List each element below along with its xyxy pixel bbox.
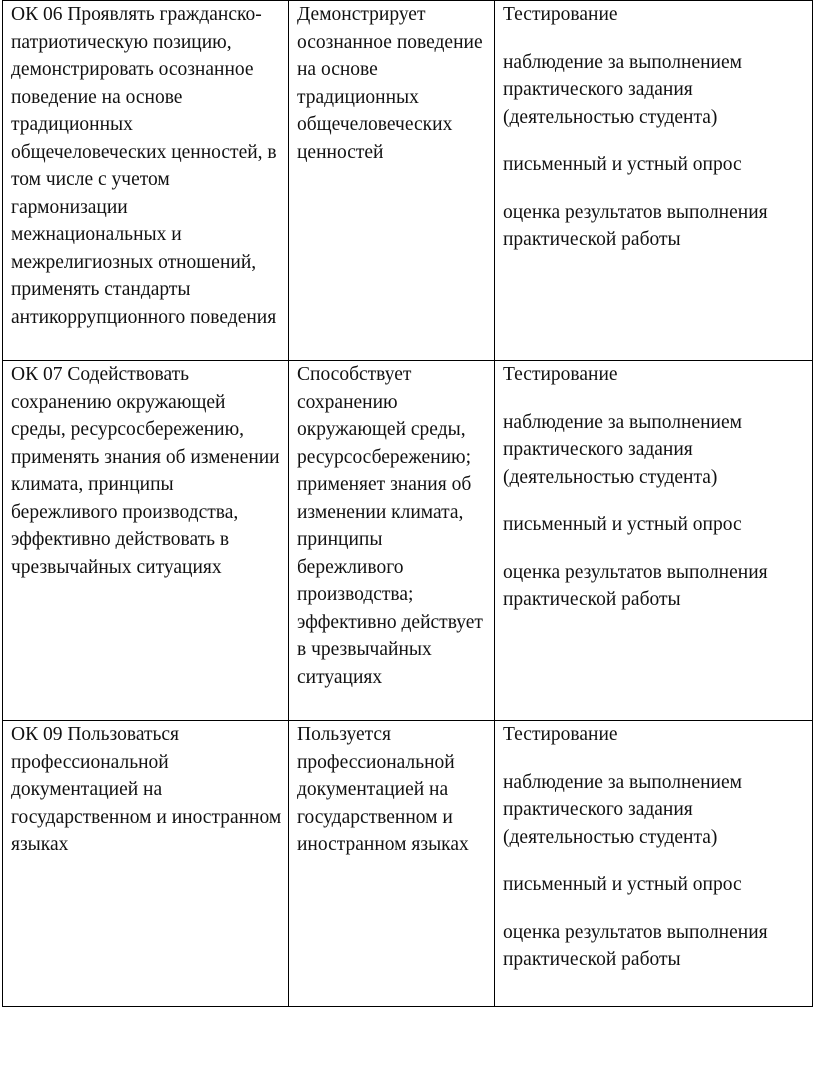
method-survey: письменный и устный опрос	[503, 154, 742, 175]
method-evaluation: оценка результатов выполнения практической работы	[503, 561, 768, 610]
table-row-ok09	[3, 721, 813, 1007]
method-survey: письменный и устный опрос	[503, 874, 742, 895]
table-row-ok06	[3, 1, 813, 361]
assessment-methods-cell	[495, 721, 813, 1007]
result-cell: Способствует сохранению окружающей среды, ресурсосбережению; применяет знания об изменении климата, принципы бережливого производства; эффективно действует в чрезвычайных ситуациях	[289, 361, 495, 721]
competency-cell: ОК 07 Содействовать сохранению окружающей среды, ресурсосбережению, применять знания об изменении климата, принципы бережливого производства, эффективно действовать в чрезвычайных ситуациях	[3, 361, 289, 721]
method-evaluation: оценка результатов выполнения практической работы	[503, 201, 768, 250]
method-observation: наблюдение за выполнением практического задания (деятельностью студента)	[503, 51, 742, 128]
assessment-methods-cell	[495, 361, 813, 721]
result-cell: Демонстрирует осознанное поведение на основе традиционных общечеловеческих ценностей	[289, 1, 495, 361]
result-cell: Пользуется профессиональной документацией на государственном и иностранном языках	[289, 721, 495, 1007]
method-observation: наблюдение за выполнением практического задания (деятельностью студента)	[503, 411, 742, 488]
method-testing: Тестирование	[503, 724, 618, 745]
assessment-methods-cell	[495, 1, 813, 361]
method-observation: наблюдение за выполнением практического задания (деятельностью студента)	[503, 771, 742, 848]
method-testing: Тестирование	[503, 4, 618, 25]
competency-cell: ОК 09 Пользоваться профессиональной документацией на государственном и иностранном языках	[3, 721, 289, 1007]
table-row-ok07	[3, 361, 813, 721]
method-testing: Тестирование	[503, 364, 618, 385]
method-survey: письменный и устный опрос	[503, 514, 742, 535]
competency-assessment-table	[2, 0, 813, 1007]
method-evaluation: оценка результатов выполнения практической работы	[503, 921, 768, 970]
competency-cell: ОК 06 Проявлять гражданско-патриотическую позицию, демонстрировать осознанное поведение на основе традиционных общечеловеческих ценностей, в том числе с учетом гармонизации межнациональных и межрелигиозных отношений, применять стандарты антикоррупционного поведения	[3, 1, 289, 361]
